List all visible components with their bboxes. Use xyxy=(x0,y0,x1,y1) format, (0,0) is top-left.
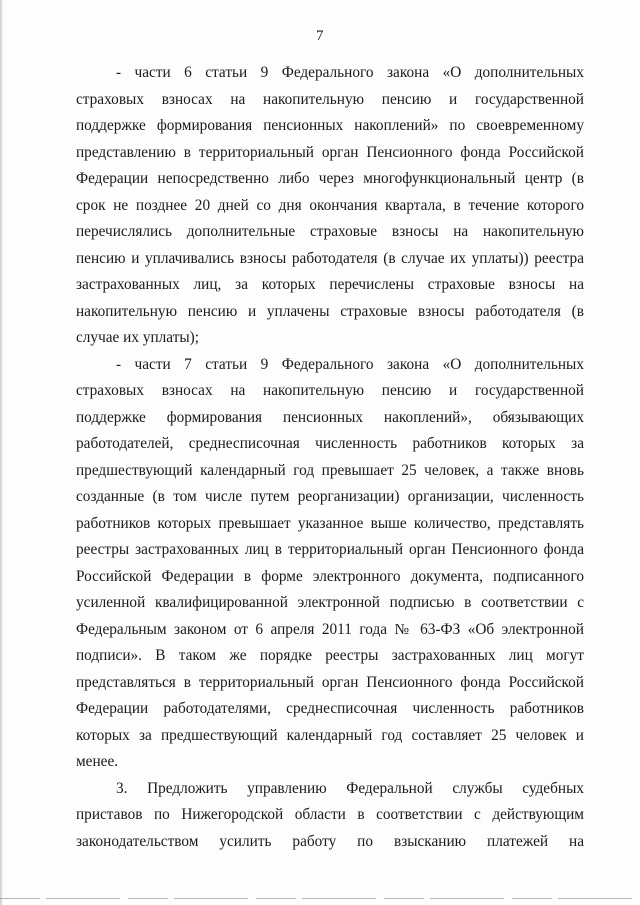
scan-edge-left xyxy=(0,0,3,905)
text-line: - части 7 статьи 9 Федерального закона «О дополнительных xyxy=(116,355,584,373)
text-line: которых за предшествующий календарный год составляет 25 человек и xyxy=(76,726,584,744)
text-line: законодательством усилить работу по взысканию платежей на xyxy=(76,832,584,850)
text-line: страховых взносах на накопительную пенсию и государственной xyxy=(76,90,584,108)
text-line: срок не позднее 20 дней со дня окончания квартала, в течение которого xyxy=(76,196,584,214)
text-line: реестры застрахованных лиц в территориальный орган Пенсионного фонда xyxy=(76,541,584,558)
scan-edge-bottom xyxy=(0,898,640,899)
text-line: страховых взносах на накопительную пенсию и государственной xyxy=(76,382,584,399)
document-body xyxy=(76,60,584,855)
text-line: работодателей, среднесписочная численность работников которых за xyxy=(76,435,584,452)
text-line: усиленной квалифицированной электронной подписью в соответствии с xyxy=(76,594,584,611)
text-line: перечислялись дополнительные страховые взносы на накопительную xyxy=(76,223,584,240)
text-line: Федеральным законом от 6 апреля 2011 года № 63-ФЗ «Об электронной xyxy=(76,620,584,638)
text-line: представляться в территориальный орган Пенсионного фонда Российской xyxy=(76,673,584,691)
page-number: 7 xyxy=(316,28,324,44)
text-line: предшествующий календарный год превышает 25 человек, а также вновь xyxy=(76,461,584,479)
text-line: случае их уплаты); xyxy=(76,329,199,346)
text-line: Федерации работодателями, среднесписочная численность работников xyxy=(76,700,584,717)
text-line: Российской Федерации в форме электронного документа, подписанного xyxy=(76,567,584,585)
text-line: представлению в территориальный орган Пенсионного фонда Российской xyxy=(76,143,584,161)
text-line: менее. xyxy=(76,753,119,770)
text-line: созданные (в том числе путем реорганизации) организации, численность xyxy=(76,488,584,505)
text-line: пенсию и уплачивались взносы работодателя (в случае их уплаты)) реестра xyxy=(76,249,584,267)
text-line: поддержке формирования пенсионных накоплений», обязывающих xyxy=(76,408,584,426)
text-line: приставов по Нижегородской области в соответствии с действующим xyxy=(76,806,584,823)
text-line: 3. Предложить управлению Федеральной службы судебных xyxy=(116,779,584,797)
text-line: поддержке формирования пенсионных накоплений» по своевременному xyxy=(76,117,584,134)
text-line: работников которых превышает указанное выше количество, представлять xyxy=(76,514,584,532)
text-line: накопительную пенсию и уплачены страховые взносы работодателя (в xyxy=(76,302,584,320)
text-line: застрахованных лиц, за которых перечислены страховые взносы на xyxy=(76,276,584,293)
text-line: Федерации непосредственно либо через многофункциональный центр (в xyxy=(76,170,584,187)
text-line: подписи». В таком же порядке реестры застрахованных лиц могут xyxy=(76,647,584,664)
text-line: - части 6 статьи 9 Федерального закона «О дополнительных xyxy=(116,64,584,81)
